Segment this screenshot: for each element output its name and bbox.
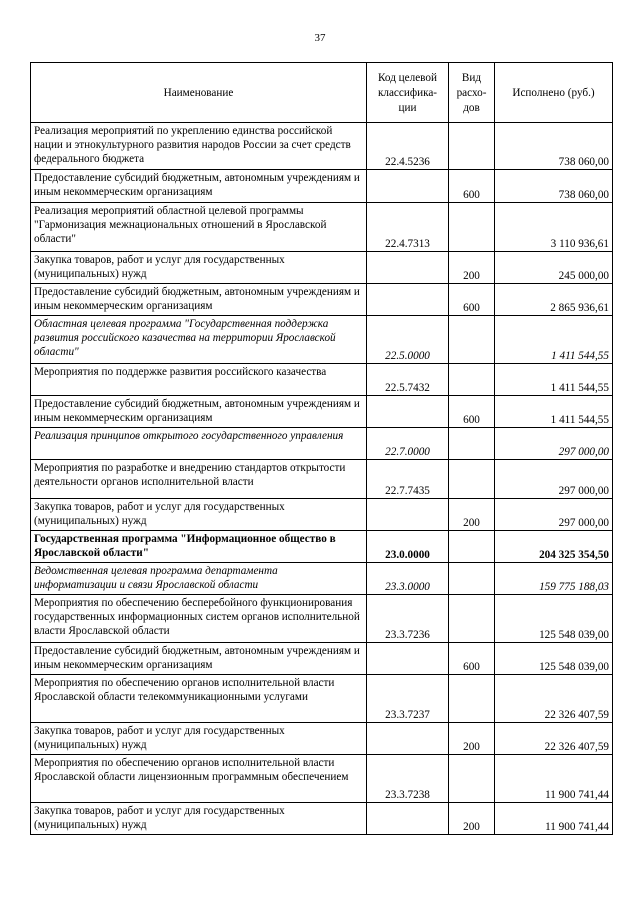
row-amount: 22 326 407,59	[495, 675, 613, 723]
row-type: 200	[449, 499, 495, 531]
table-row	[31, 203, 613, 252]
table-row	[31, 170, 613, 203]
row-code: 22.5.7432	[367, 364, 449, 396]
row-type	[449, 203, 495, 252]
row-name: Предоставление субсидий бюджетным, автономным учреждениям и иным некоммерческим организациям	[31, 284, 367, 316]
row-type	[449, 755, 495, 803]
table-row	[31, 499, 613, 531]
row-name: Предоставление субсидий бюджетным, автономным учреждениям и иным некоммерческим организациям	[31, 170, 367, 203]
table-row	[31, 460, 613, 499]
row-code	[367, 803, 449, 835]
row-type	[449, 531, 495, 563]
row-code	[367, 643, 449, 675]
row-name: Закупка товаров, работ и услуг для государственных (муниципальных) нужд	[31, 252, 367, 284]
table-row	[31, 531, 613, 563]
row-type: 600	[449, 170, 495, 203]
table-row	[31, 563, 613, 595]
row-type: 600	[449, 284, 495, 316]
row-name: Реализация мероприятий областной целевой программы "Гармонизация межнациональных отношений в Ярославской области"	[31, 203, 367, 252]
row-amount: 204 325 354,50	[495, 531, 613, 563]
row-code: 23.3.7238	[367, 755, 449, 803]
row-code: 23.3.0000	[367, 563, 449, 595]
row-amount: 297 000,00	[495, 428, 613, 460]
row-code: 23.3.7236	[367, 595, 449, 643]
row-type: 600	[449, 643, 495, 675]
header-type: Вид расхо-дов	[449, 63, 495, 123]
row-amount: 297 000,00	[495, 499, 613, 531]
row-type: 200	[449, 252, 495, 284]
row-name: Закупка товаров, работ и услуг для государственных (муниципальных) нужд	[31, 723, 367, 755]
table-row	[31, 316, 613, 364]
table-row	[31, 123, 613, 170]
row-amount: 159 775 188,03	[495, 563, 613, 595]
row-amount: 22 326 407,59	[495, 723, 613, 755]
budget-execution-table	[30, 62, 613, 835]
row-name: Областная целевая программа "Государственная поддержка развития российского казачества на территории Ярославской области"	[31, 316, 367, 364]
row-name: Мероприятия по разработке и внедрению стандартов открытости деятельности органов исполнительной власти	[31, 460, 367, 499]
header-code: Код целевой классифика-ции	[367, 63, 449, 123]
row-name: Закупка товаров, работ и услуг для государственных (муниципальных) нужд	[31, 803, 367, 835]
row-amount: 297 000,00	[495, 460, 613, 499]
table-row	[31, 396, 613, 428]
row-amount: 11 900 741,44	[495, 803, 613, 835]
row-code	[367, 284, 449, 316]
table-row	[31, 252, 613, 284]
page-number: 37	[314, 32, 326, 44]
table-row	[31, 595, 613, 643]
row-type	[449, 316, 495, 364]
row-name: Предоставление субсидий бюджетным, автономным учреждениям и иным некоммерческим организациям	[31, 396, 367, 428]
table-row	[31, 803, 613, 835]
row-type: 200	[449, 803, 495, 835]
row-code: 22.4.5236	[367, 123, 449, 170]
row-name: Мероприятия по поддержке развития российского казачества	[31, 364, 367, 396]
row-name: Реализация мероприятий по укреплению единства российской нации и этнокультурного развития народов России за счет средств федерального бюджета	[31, 123, 367, 170]
row-amount: 1 411 544,55	[495, 396, 613, 428]
row-code	[367, 396, 449, 428]
row-code	[367, 170, 449, 203]
row-amount: 1 411 544,55	[495, 364, 613, 396]
row-name: Мероприятия по обеспечению бесперебойного функционирования государственных информационных систем органов исполнительной власти Ярославской области	[31, 595, 367, 643]
row-type	[449, 460, 495, 499]
row-code: 23.3.7237	[367, 675, 449, 723]
table-header-row	[31, 63, 613, 123]
row-name: Закупка товаров, работ и услуг для государственных (муниципальных) нужд	[31, 499, 367, 531]
row-name: Государственная программа "Информационное общество в Ярославской области"	[31, 531, 367, 563]
row-name: Ведомственная целевая программа департамента информатизации и связи Ярославской области	[31, 563, 367, 595]
table-row	[31, 643, 613, 675]
header-amount: Исполнено (руб.)	[495, 63, 613, 123]
row-code: 22.7.7435	[367, 460, 449, 499]
row-name: Мероприятия по обеспечению органов исполнительной власти Ярославской области телекоммуникационными услугами	[31, 675, 367, 723]
row-type	[449, 428, 495, 460]
row-type: 200	[449, 723, 495, 755]
row-code	[367, 252, 449, 284]
row-code	[367, 723, 449, 755]
row-type: 600	[449, 396, 495, 428]
row-name: Мероприятия по обеспечению органов исполнительной власти Ярославской области лицензионным программным обеспечением	[31, 755, 367, 803]
row-code: 22.5.0000	[367, 316, 449, 364]
row-amount: 2 865 936,61	[495, 284, 613, 316]
table-row	[31, 675, 613, 723]
row-type	[449, 675, 495, 723]
row-type	[449, 364, 495, 396]
row-name: Предоставление субсидий бюджетным, автономным учреждениям и иным некоммерческим организациям	[31, 643, 367, 675]
row-amount: 1 411 544,55	[495, 316, 613, 364]
header-name: Наименование	[31, 63, 367, 123]
table-row	[31, 284, 613, 316]
row-type	[449, 123, 495, 170]
table-row	[31, 723, 613, 755]
row-amount: 11 900 741,44	[495, 755, 613, 803]
row-name: Реализация принципов открытого государственного управления	[31, 428, 367, 460]
table-row	[31, 755, 613, 803]
row-code: 23.0.0000	[367, 531, 449, 563]
row-amount: 3 110 936,61	[495, 203, 613, 252]
row-amount: 738 060,00	[495, 123, 613, 170]
row-code	[367, 499, 449, 531]
row-code: 22.4.7313	[367, 203, 449, 252]
row-amount: 738 060,00	[495, 170, 613, 203]
table-row	[31, 428, 613, 460]
row-amount: 125 548 039,00	[495, 595, 613, 643]
row-amount: 125 548 039,00	[495, 643, 613, 675]
row-type	[449, 563, 495, 595]
row-type	[449, 595, 495, 643]
row-code: 22.7.0000	[367, 428, 449, 460]
table-row	[31, 364, 613, 396]
row-amount: 245 000,00	[495, 252, 613, 284]
